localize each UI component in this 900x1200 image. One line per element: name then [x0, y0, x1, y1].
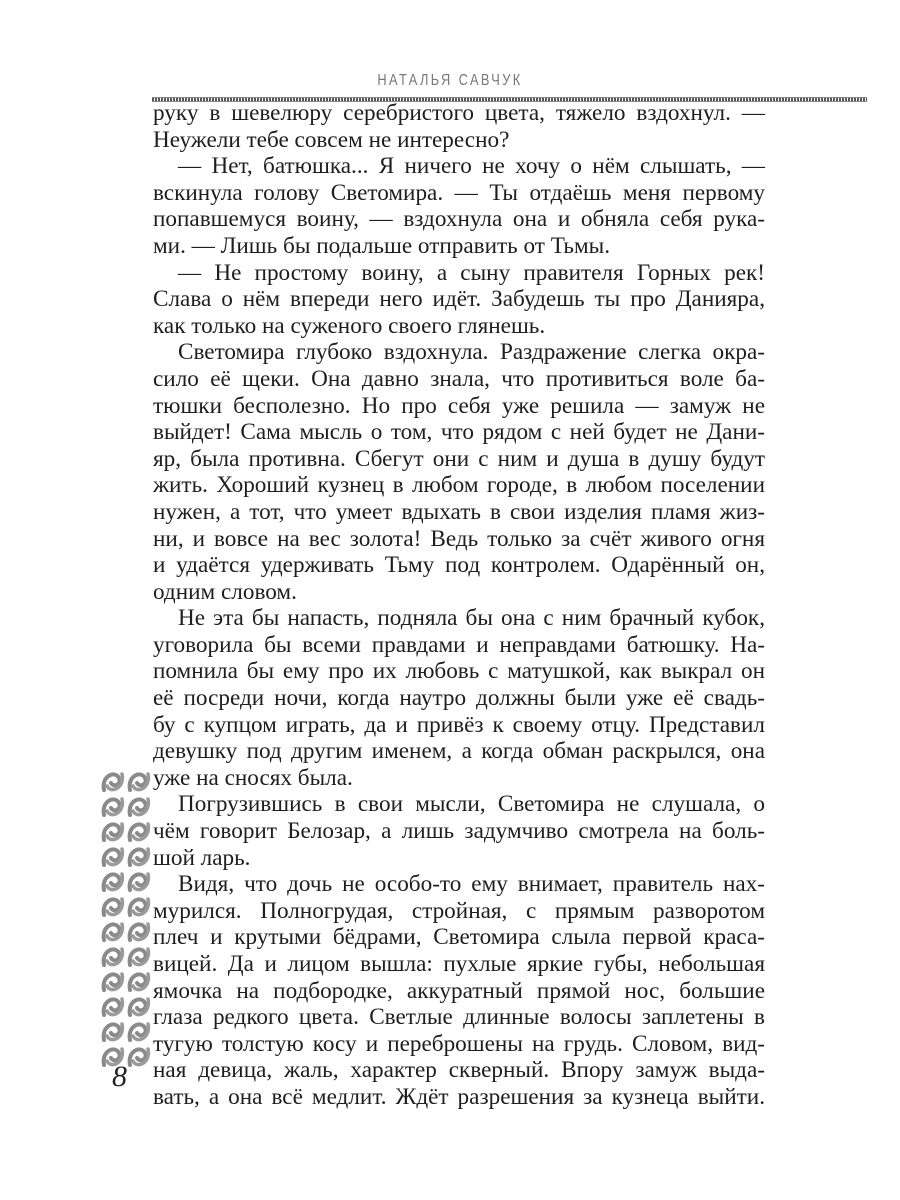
text-line: помнила бы ему про их любовь с матушкой, как выкрал он: [153, 658, 765, 685]
text-line: тюшки бесполезно. Но про себя уже решила — замуж не: [153, 392, 765, 419]
body-text: [153, 100, 765, 1111]
text-line: ная девица, жаль, характер скверный. Впору замуж выда-: [153, 1057, 765, 1084]
text-line: вицей. Да и лицом вышла: пухлые яркие губы, небольшая: [153, 951, 765, 977]
text-line: как только на суженого своего глянешь.: [153, 312, 546, 339]
text-line: Погрузившись в свои мысли, Светомира не слушала, о: [178, 791, 765, 818]
side-ornament-icon: [100, 770, 152, 1070]
text-line: и удаётся удерживать Тьму под контролем. Одарённый он,: [153, 552, 765, 579]
text-line: уже на сносях была.: [153, 764, 353, 791]
text-line: нужен, а тот, что умеет вдыхать в свои изделия пламя жиз-: [153, 498, 765, 525]
text-line: Видя, что дочь не особо-то ему внимает, правитель нах-: [178, 871, 765, 898]
text-line: одним словом.: [153, 578, 297, 605]
text-line: Неужели тебе совсем не интересно?: [153, 126, 510, 153]
text-line: вать, а она всё медлит. Ждёт разрешения за кузнеца выйти.: [153, 1083, 765, 1110]
text-line: попавшемуся воину, — вздохнула она и обняла себя рука-: [153, 206, 765, 233]
text-line: тугую толстую косу и переброшены на грудь. Словом, вид-: [153, 1030, 765, 1057]
text-line: ямочка на подбородке, аккуратный прямой нос, большие: [153, 977, 765, 1004]
text-line: Слава о нём впереди него идёт. Забудешь ты про Данияра,: [153, 286, 765, 313]
text-line: ни, и вовсе на вес золота! Ведь только за счёт живого огня: [153, 525, 765, 552]
text-line: её посреди ночи, когда наутро должны были уже её свадь-: [153, 685, 765, 712]
text-line: Светомира глубоко вздохнула. Раздражение слегка окра-: [178, 339, 765, 366]
text-line: глаза редкого цвета. Светлые длинные волосы заплетены в: [153, 1004, 765, 1031]
text-line: шой ларь.: [153, 844, 251, 871]
text-line: жить. Хороший кузнец в любом городе, в любом поселении: [153, 472, 765, 499]
text-line: чём говорит Белозар, а лишь задумчиво смотрела на боль-: [153, 818, 765, 845]
page-number: 8: [112, 1060, 127, 1093]
text-line: плеч и крутыми бёдрами, Светомира слыла первой краса-: [153, 924, 765, 951]
text-line: яр, была противна. Сбегут они с ним и душа в душу будут: [153, 445, 765, 472]
text-line: выйдет! Сама мысль о том, что рядом с ней будет не Дани-: [153, 419, 765, 446]
running-header-author: НАТАЛЬЯ САВЧУК: [377, 72, 523, 89]
text-line: ми. — Лишь бы подальше отправить от Тьмы.: [153, 232, 611, 259]
text-line: девушку под другим именем, а когда обман раскрылся, она: [153, 738, 765, 765]
text-line: бу с купцом играть, да и привёз к своему отцу. Представил: [153, 711, 765, 738]
text-line: Не эта бы напасть, подняла бы она с ним брачный кубок,: [178, 605, 765, 632]
text-line: — Не простому воину, а сыну правителя Горных рек!: [178, 259, 765, 286]
text-line: — Нет, батюшка... Я ничего не хочу о нём слышать, —: [178, 153, 765, 180]
text-line: сило её щеки. Она давно знала, что противиться воле ба-: [153, 365, 765, 392]
text-line: уговорила бы всеми правдами и неправдами батюшку. На-: [153, 631, 765, 658]
text-line: вскинула голову Светомира. — Ты отдаёшь меня первому: [153, 179, 765, 206]
text-line: мурился. Полногрудая, стройная, с прямым разворотом: [153, 897, 765, 924]
text-line: руку в шевелюру серебристого цвета, тяжело вздохнул. —: [153, 100, 765, 126]
